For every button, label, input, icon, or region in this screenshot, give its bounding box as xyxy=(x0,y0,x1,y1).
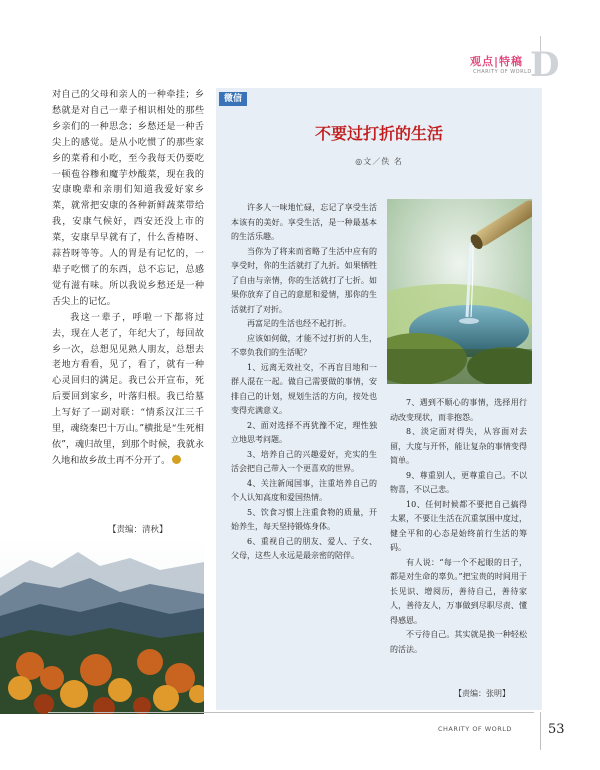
article-paragraph: 2、面对选择不再犹豫不定，理性独立地思考问题。 xyxy=(231,420,377,444)
page-number: 53 xyxy=(548,722,565,737)
left-editor-credit: 【责编：清秋】 xyxy=(108,525,168,535)
footer-divider xyxy=(48,712,534,713)
article-paragraph: 9、尊重别人，更尊重自己。不以物喜，不以己悲。 xyxy=(390,470,527,494)
section-letter-logo: D xyxy=(530,45,560,85)
article-paragraph: 当你为了将来而省略了生活中应有的享受时，你的生活就打了九折。如果牺牲了自由与亲情，你的生活就打了七折。如果你放弃了自己的意愿和爱情，那你的生活就打了对折。 xyxy=(231,246,377,314)
article-column-1 xyxy=(231,201,377,564)
article-paragraph: 许多人一味地忙碌，忘记了享受生活本该有的美好。享受生活，是一种最基本的生活乐趣。 xyxy=(231,203,377,241)
article-paragraph: 应该如何做，才能不过打折的人生，不辜负我们的生活呢？ xyxy=(231,333,377,357)
article-paragraph: 10、任何时候都不要把自己搞得太累，不要让生活在沉重氛围中度过，健全平和的心态是始终前行生活的筹码。 xyxy=(390,499,527,552)
footer-vertical-rule xyxy=(540,712,541,750)
bamboo-water-photo xyxy=(387,199,532,384)
article-paragraph: 4、关注新闻国事，注重培养自己的个人认知高度和爱国热情。 xyxy=(231,478,377,502)
left-article-body xyxy=(52,88,204,470)
article-paragraph: 7、遇到不顺心的事情，选择用行动改变现状，而非抱怨。 xyxy=(390,398,527,422)
article-paragraph: 6、重视自己的朋友、爱人、子女、父母，这些人永远是最亲密的陪伴。 xyxy=(231,536,377,560)
right-editor-credit: 【责编：张明】 xyxy=(454,689,510,698)
article-paragraph: 再富足的生活也经不起打折。 xyxy=(247,319,351,328)
article-paragraph: 有人说：“每一个不起眼的日子，都是对生命的辜负。”把宝贵的时间用于长见识、增阅历，善待自己，善待家人，善待友人，万事做到尽职尽责、懂得感恩。 xyxy=(390,557,527,625)
section-category: 观点|特稿 xyxy=(470,55,524,68)
article-column-2 xyxy=(390,396,527,657)
section-subtitle: CHARITY OF WORLD xyxy=(473,69,532,75)
article-byline: ◎文／佚 名 xyxy=(355,157,403,166)
article-title: 不要过打折的生活 xyxy=(314,124,443,143)
article-paragraph: 5、饮食习惯上注重食物的质量，开始养生，每天坚持锻炼身体。 xyxy=(231,507,377,531)
footer-publication: CHARITY OF WORLD xyxy=(438,725,512,733)
article-paragraph: 不亏待自己。其实就是换一种轻松的活法。 xyxy=(390,630,527,654)
left-paragraph-2: 我这一辈子，呼啦一下都将过去，现在人老了，年纪大了，每回故乡一次，总想见见熟人朋友，总想去老地方看看，见了，看了，就有一种心灵回归的满足。我已公开宣布，死后要回到家乡，叶落归根。我已给墓上写好了一副对联：“情系汉江三千里，魂绕秦巴十万山。”横批是“生死相依”，魂归故里，到那个时候，我就永久地和故乡故土再不分开了。 xyxy=(52,312,204,466)
landscape-image xyxy=(0,538,204,714)
end-mark-icon xyxy=(172,455,181,464)
article-paragraph: 8、淡定面对得失，从容面对去留，大度与开怀，能让复杂的事情变得简单。 xyxy=(390,427,527,465)
article-paragraph: 1、远离无效社交，不再盲目地和一群人混在一起。做自己需要做的事情，安排自己的计划，规划生活的方向，按处也变得充满意义。 xyxy=(231,362,377,415)
article-paragraph: 3、培养自己的兴趣爱好，充实的生活会把自己带入一个更喜欢的世界。 xyxy=(231,449,377,473)
left-paragraph-1: 对自己的父母和亲人的一种牵挂；乡愁就是对自己一辈子相识相处的那些乡亲们的一种思念；乡愁还是一种舌尖上的感觉。是从小吃惯了的那些家乡的菜肴和小吃，至今我每天仍要吃一顿苞谷糁和魔芋炒酸菜，现在我的安康晚辈和亲朋们知道我爱好家乡菜，就常把安康的各种新鲜蔬菜带给我，安康气候好，西安还没上市的菜，安康早早就有了，什么香椿呀、蒜苔呀等等。人的胃是有记忆的，一辈子吃惯了的东西，总不忘记，总感觉有滋有味。所以我说乡愁还是一种舌尖上的记忆。 xyxy=(52,90,204,307)
wechat-tag: 微信 xyxy=(219,92,247,106)
